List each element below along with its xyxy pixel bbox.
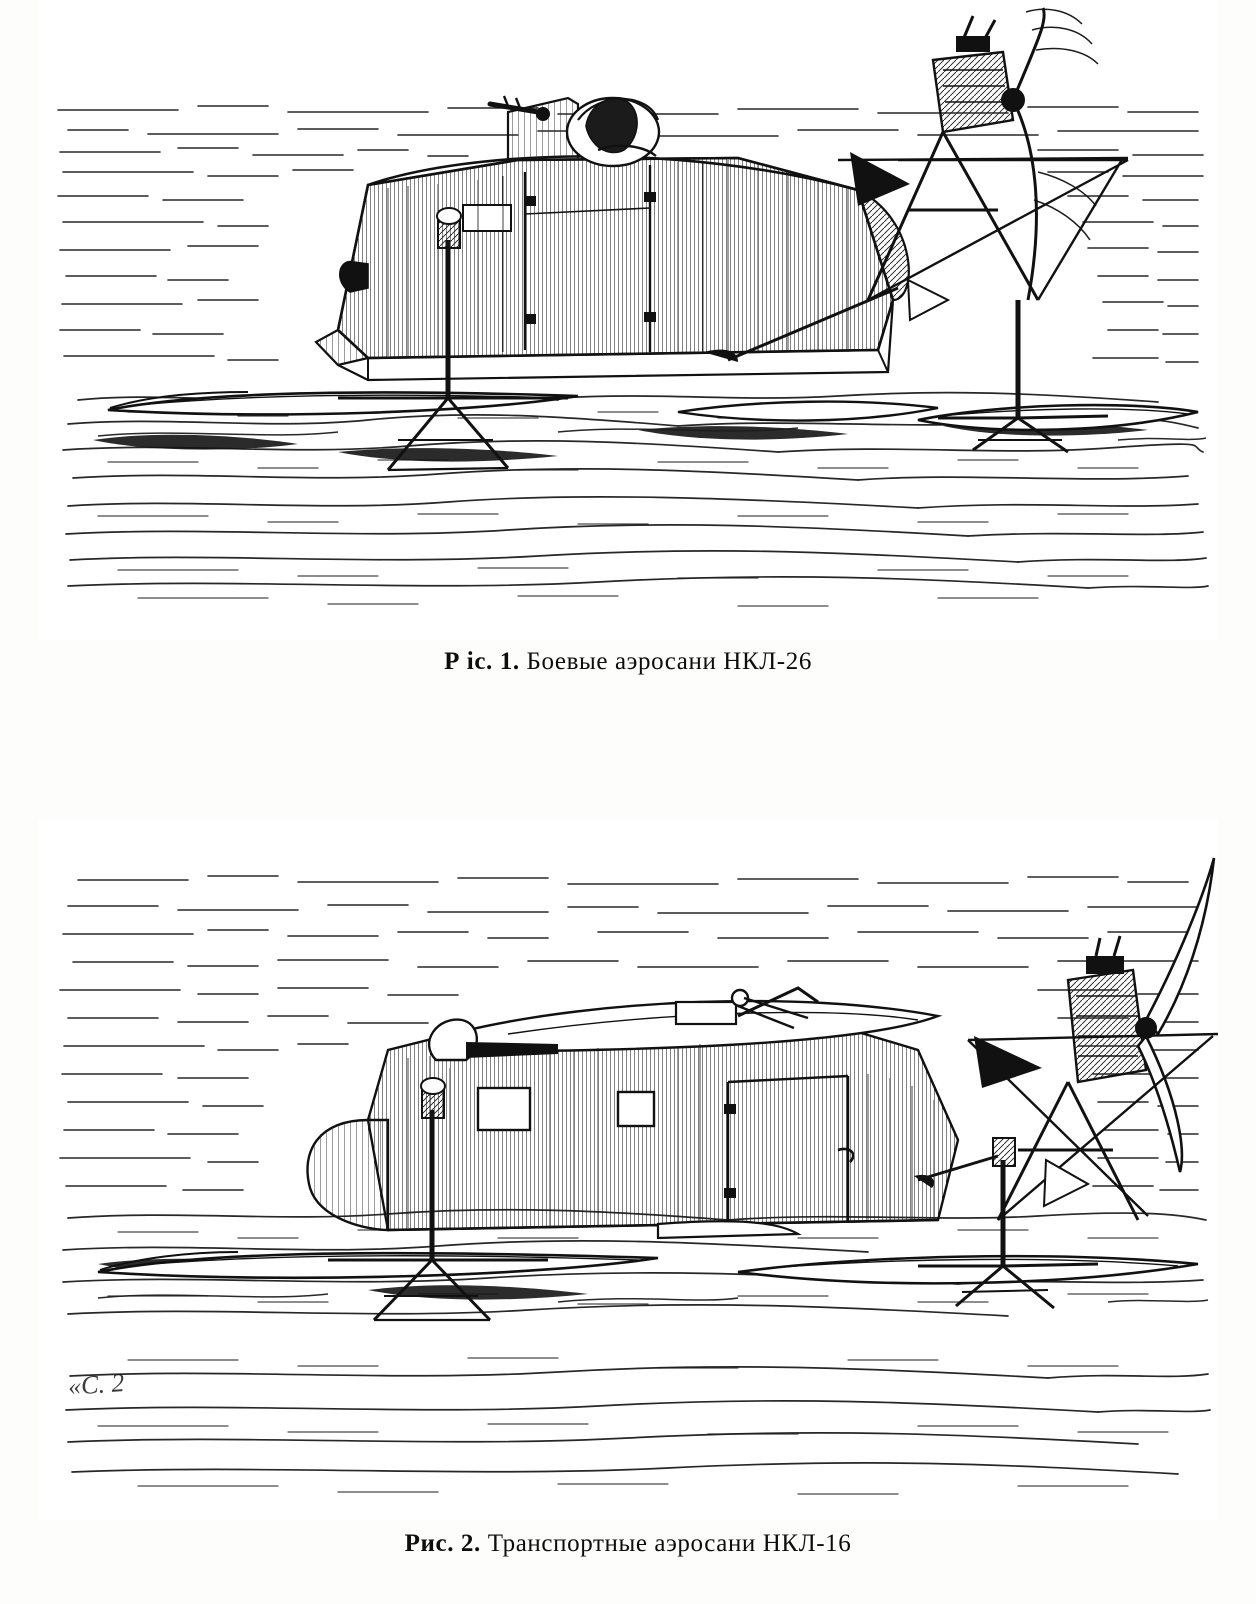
figure-1-caption-text: Боевые аэросани НКЛ-26	[526, 648, 812, 675]
figure-1-illustration	[38, 0, 1218, 640]
nkl16-engine-propeller	[914, 858, 1218, 1220]
corner-pencil-mark: «С. 2	[67, 1368, 126, 1401]
figure-2-illustration	[38, 820, 1218, 1520]
figure-1-caption	[0, 648, 1256, 676]
nkl26-turret	[490, 96, 659, 166]
figure-2-caption-prefix: Рис. 2.	[404, 1530, 481, 1557]
aerosani-nkl16-drawing	[38, 820, 1218, 1520]
figure-1	[0, 0, 1256, 720]
aerosani-nkl26-drawing	[38, 0, 1218, 640]
figure-2-caption-text: Транспортные аэросани НКЛ-16	[487, 1530, 852, 1557]
figure-1-caption-prefix: Р іс. 1.	[444, 648, 520, 675]
nkl16-hull	[307, 1001, 958, 1238]
figure-2	[0, 820, 1256, 1604]
nkl26-hull	[316, 156, 909, 380]
figure-2-caption	[0, 1530, 1256, 1558]
